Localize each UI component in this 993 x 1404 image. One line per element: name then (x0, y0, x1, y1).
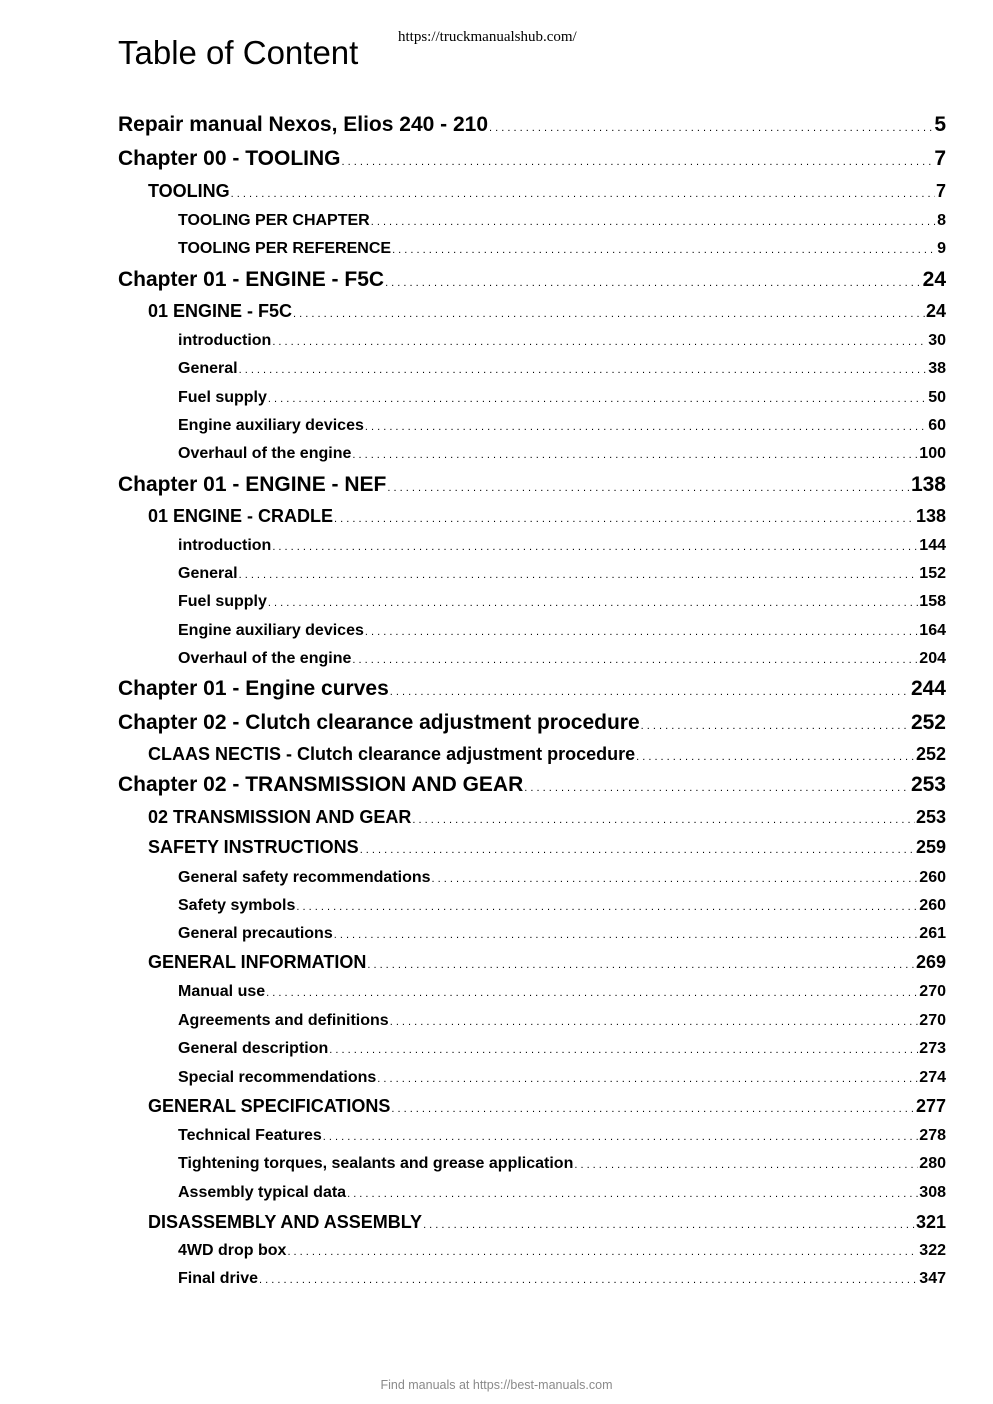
toc-entry-title: General safety recommendations (178, 868, 431, 886)
toc-entry[interactable] (178, 445, 946, 463)
toc-entry[interactable] (148, 744, 946, 765)
toc-entry-page: 7 (935, 180, 946, 201)
toc-entry-page: 308 (919, 1183, 946, 1201)
toc-entry-title: GENERAL SPECIFICATIONS (148, 1095, 391, 1116)
toc-entry[interactable] (178, 650, 946, 668)
toc-entry[interactable] (118, 147, 946, 171)
toc-entry-title: Tightening torques, sealants and grease application (178, 1154, 574, 1172)
toc-leader-dots (272, 538, 918, 553)
toc-entry-page: 347 (919, 1269, 946, 1287)
toc-entry-page: 244 (910, 677, 946, 701)
toc-entry-page: 259 (915, 836, 946, 857)
toc-entry-page: 321 (915, 1211, 946, 1232)
toc-entry[interactable] (118, 268, 946, 292)
toc-entry-title: Technical Features (178, 1126, 322, 1144)
toc-entry[interactable] (148, 301, 946, 322)
toc-entry-page: 38 (928, 359, 946, 377)
toc-entry[interactable] (178, 537, 946, 555)
toc-entry-page: 204 (919, 649, 946, 667)
toc-leader-dots (352, 446, 918, 461)
toc-entry-title: Chapter 01 - ENGINE - F5C (118, 268, 385, 292)
toc-entry[interactable] (148, 1212, 946, 1233)
toc-entry-title: Fuel supply (178, 388, 267, 406)
toc-entry-title: Chapter 01 - ENGINE - NEF (118, 473, 387, 497)
toc-leader-dots (387, 479, 910, 494)
toc-entry-page: 261 (919, 924, 946, 942)
footer-link[interactable]: Find manuals at https://best-manuals.com (380, 1378, 613, 1392)
toc-leader-dots (287, 1243, 918, 1258)
toc-entry-title: Safety symbols (178, 896, 296, 914)
toc-entry-page: 280 (919, 1154, 946, 1172)
toc-entry-title: Chapter 02 - Clutch clearance adjustment procedure (118, 711, 640, 735)
page-title: Table of Content (118, 34, 359, 71)
toc-leader-dots (367, 956, 915, 971)
toc-entry-title: introduction (178, 536, 272, 554)
toc-leader-dots (390, 683, 910, 698)
toc-entry-page: 30 (928, 331, 946, 349)
toc-entry-title: Overhaul of the engine (178, 444, 352, 462)
toc-entry-page: 164 (919, 621, 946, 639)
toc-entry-page: 270 (919, 982, 946, 1000)
toc-leader-dots (371, 213, 936, 228)
toc-leader-dots (268, 390, 927, 405)
toc-entry[interactable] (178, 417, 946, 435)
toc-entry[interactable] (178, 1155, 946, 1173)
toc-entry[interactable] (178, 1069, 946, 1087)
toc-entry-title: Manual use (178, 982, 266, 1000)
toc-entry-page: 100 (919, 444, 946, 462)
toc-entry-page: 322 (919, 1241, 946, 1259)
toc-entry-page: 152 (919, 564, 946, 582)
toc-entry[interactable] (118, 113, 946, 137)
toc-leader-dots (272, 333, 927, 348)
toc-entry-title: General precautions (178, 924, 333, 942)
toc-leader-dots (392, 241, 936, 256)
toc-entry-title: SAFETY INSTRUCTIONS (148, 836, 359, 857)
toc-entry-title: Engine auxiliary devices (178, 416, 364, 434)
toc-entry[interactable] (178, 360, 946, 378)
toc-entry[interactable] (118, 711, 946, 735)
toc-entry-page: 260 (919, 868, 946, 886)
toc-entry-page: 252 (910, 711, 946, 735)
toc-entry-page: 5 (934, 113, 946, 137)
toc-leader-dots (365, 623, 918, 638)
toc-entry-page: 24 (925, 300, 946, 321)
toc-entry[interactable] (148, 837, 946, 858)
toc-leader-dots (636, 748, 915, 763)
toc-entry-page: 9 (937, 239, 946, 257)
toc-leader-dots (360, 841, 915, 856)
toc-entry[interactable] (178, 869, 946, 887)
toc-leader-dots (423, 1216, 915, 1231)
toc-leader-dots (239, 566, 919, 581)
toc-entry-title: introduction (178, 331, 272, 349)
toc-leader-dots (239, 361, 928, 376)
toc-leader-dots (347, 1185, 918, 1200)
toc-entry[interactable] (178, 622, 946, 640)
toc-entry-title: Repair manual Nexos, Elios 240 - 210 (118, 113, 489, 137)
toc-entry-title: Fuel supply (178, 592, 267, 610)
toc-entry-title: Chapter 02 - TRANSMISSION AND GEAR (118, 773, 524, 797)
toc-entry-title: 01 ENGINE - CRADLE (148, 505, 334, 526)
toc-leader-dots (266, 984, 918, 999)
toc-entry[interactable] (148, 181, 946, 202)
toc-entry[interactable] (178, 1127, 946, 1145)
toc-entry-title: Final drive (178, 1269, 259, 1287)
toc-entry-title: Chapter 01 - Engine curves (118, 677, 389, 701)
toc-entry-title: Assembly typical data (178, 1183, 347, 1201)
toc-entry[interactable] (178, 1012, 946, 1030)
toc-entry-title: General description (178, 1039, 329, 1057)
toc-entry-title: 02 TRANSMISSION AND GEAR (148, 806, 412, 827)
toc-entry-page: 144 (919, 536, 946, 554)
toc-entry-title: Special recommendations (178, 1068, 377, 1086)
toc-entry[interactable] (148, 807, 946, 828)
toc-entry-page: 278 (919, 1126, 946, 1144)
toc-leader-dots (641, 717, 910, 732)
toc-leader-dots (293, 305, 925, 320)
toc-leader-dots (524, 779, 910, 794)
toc-entry-page: 252 (915, 743, 946, 764)
toc-entry[interactable] (178, 212, 946, 230)
toc-leader-dots (391, 1100, 915, 1115)
toc-entry-title: CLAAS NECTIS - Clutch clearance adjustment procedure (148, 743, 636, 764)
toc-entry[interactable] (118, 473, 946, 497)
toc-leader-dots (323, 1128, 919, 1143)
toc-leader-dots (268, 594, 918, 609)
toc-entry-title: Engine auxiliary devices (178, 621, 364, 639)
toc-entry-page: 274 (919, 1068, 946, 1086)
toc-entry-title: GENERAL INFORMATION (148, 951, 367, 972)
toc-leader-dots (329, 1041, 918, 1056)
toc-entry-title: 01 ENGINE - F5C (148, 300, 293, 321)
toc-entry[interactable] (148, 952, 946, 973)
toc-leader-dots (341, 153, 933, 168)
toc-entry-page: 277 (915, 1095, 946, 1116)
toc-entry[interactable] (178, 897, 946, 915)
toc-entry-page: 253 (910, 773, 946, 797)
toc-entry[interactable] (178, 1040, 946, 1058)
toc-leader-dots (377, 1070, 918, 1085)
toc-entry[interactable] (178, 1242, 946, 1260)
toc-leader-dots (489, 119, 933, 134)
toc-leader-dots (352, 651, 918, 666)
toc-entry-page: 270 (919, 1011, 946, 1029)
toc-leader-dots (231, 185, 935, 200)
toc-entry-title: Agreements and definitions (178, 1011, 389, 1029)
toc-entry[interactable] (178, 1184, 946, 1202)
site-url: https://truckmanualshub.com/ (398, 29, 577, 45)
toc-entry[interactable] (148, 1096, 946, 1117)
toc-entry-title: 4WD drop box (178, 1241, 287, 1259)
toc-entry-page: 24 (922, 268, 946, 292)
toc-entry-page: 50 (928, 388, 946, 406)
toc-entry-page: 8 (937, 211, 946, 229)
toc-entry[interactable] (178, 240, 946, 258)
toc-leader-dots (432, 870, 919, 885)
toc-entry-title: General (178, 564, 238, 582)
toc-entry-title: General (178, 359, 238, 377)
toc-leader-dots (296, 898, 918, 913)
toc-entry[interactable] (178, 983, 946, 1001)
toc-entry[interactable] (148, 506, 946, 527)
toc-leader-dots (334, 926, 919, 941)
toc-entry-title: TOOLING PER REFERENCE (178, 239, 392, 257)
toc-entry-page: 273 (919, 1039, 946, 1057)
toc-entry-page: 138 (915, 505, 946, 526)
toc-entry[interactable] (178, 332, 946, 350)
toc-entry[interactable] (118, 677, 946, 701)
toc-entry-title: TOOLING (148, 180, 230, 201)
toc-leader-dots (412, 811, 915, 826)
toc-entry-title: DISASSEMBLY AND ASSEMBLY (148, 1211, 423, 1232)
toc-leader-dots (259, 1271, 918, 1286)
toc-entry[interactable] (178, 925, 946, 943)
toc-entry[interactable] (178, 593, 946, 611)
toc-entry[interactable] (178, 565, 946, 583)
toc-entry-title: Overhaul of the engine (178, 649, 352, 667)
toc-entry-title: Chapter 00 - TOOLING (118, 147, 341, 171)
toc-entry[interactable] (178, 389, 946, 407)
toc-leader-dots (390, 1013, 919, 1028)
toc-entry-page: 60 (928, 416, 946, 434)
toc-entry-page: 158 (919, 592, 946, 610)
toc-leader-dots (574, 1156, 918, 1171)
toc-entry-page: 260 (919, 896, 946, 914)
toc-entry-page: 7 (934, 147, 946, 171)
toc-entry[interactable] (118, 773, 946, 797)
toc-leader-dots (334, 510, 915, 525)
toc-entry-title: TOOLING PER CHAPTER (178, 211, 370, 229)
toc-entry[interactable] (178, 1270, 946, 1288)
toc-entry-page: 269 (915, 951, 946, 972)
toc-entry-page: 253 (915, 806, 946, 827)
toc-entry-page: 138 (910, 473, 946, 497)
toc-leader-dots (365, 418, 927, 433)
toc-leader-dots (385, 274, 922, 289)
